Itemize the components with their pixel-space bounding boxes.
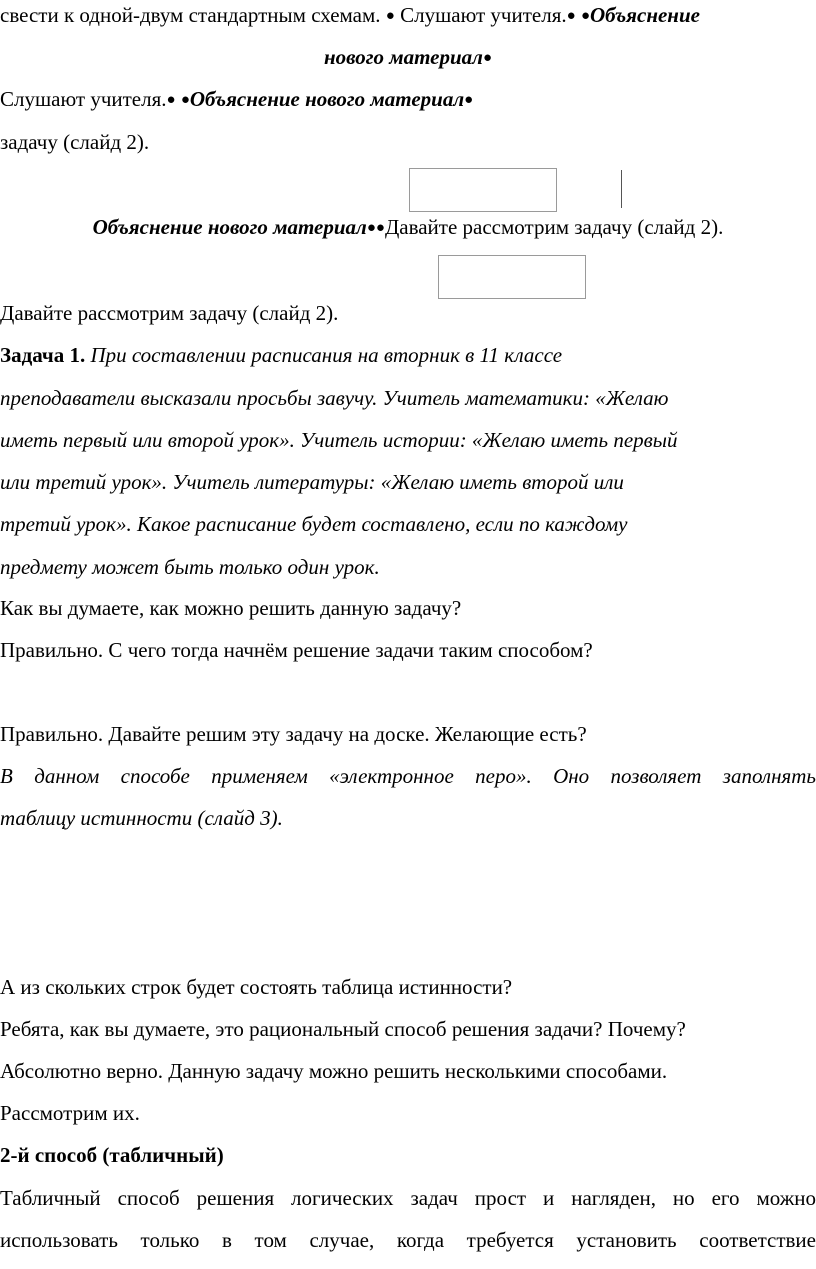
section-heading: 2-й способ (табличный) bbox=[0, 1143, 224, 1167]
explanation-heading: Объяснение нового материал bbox=[92, 215, 367, 239]
task-line: иметь первый или второй урок». Учитель истории: «Желаю иметь первый bbox=[0, 428, 678, 452]
pen-paragraph-line: В данном способе применяем «электронное перо». Оно позволяет заполнять bbox=[0, 764, 816, 788]
task-label: Задача 1. bbox=[0, 343, 86, 367]
bullet-icon: ● bbox=[580, 8, 590, 24]
text-line-6 bbox=[0, 303, 338, 324]
question-line: Как вы думаете, как можно решить данную задачу? bbox=[0, 596, 462, 620]
bullet-icon: ● bbox=[464, 92, 474, 108]
text-line-1 bbox=[0, 5, 700, 26]
table-method-line: Табличный способ решения логических задач прост и нагляден, но его можно bbox=[0, 1186, 816, 1210]
bullet-icon: ● bbox=[385, 8, 395, 24]
paragraph-text: Давайте рассмотрим задачу (слайд 2). bbox=[384, 215, 724, 239]
bullet-icon: ● bbox=[180, 92, 190, 108]
question-line: А из скольких строк будет состоять таблица истинности? bbox=[0, 975, 513, 999]
paragraph-text: задачу (слайд 2). bbox=[0, 130, 150, 154]
listen-text: Слушают учителя. bbox=[0, 87, 167, 111]
empty-text-box bbox=[438, 255, 586, 299]
vertical-divider bbox=[621, 170, 622, 208]
explanation-heading: Объяснение bbox=[590, 3, 700, 27]
empty-text-box bbox=[409, 168, 557, 212]
question-line: Правильно. С чего тогда начнём решение задачи таким способом? bbox=[0, 638, 593, 662]
task-line bbox=[0, 345, 562, 366]
bullet-icon: ● bbox=[166, 92, 176, 108]
task-line: преподаватели высказали просьбы завучу. Учитель математики: «Желаю bbox=[0, 386, 669, 410]
question-line: Ребята, как вы думаете, это рациональный способ решения задачи? Почему? bbox=[0, 1017, 686, 1041]
explanation-heading: нового материал bbox=[323, 45, 483, 69]
task-line: предмету может быть только один урок. bbox=[0, 555, 380, 579]
task-line: третий урок». Какое расписание будет составлено, если по каждому bbox=[0, 512, 628, 536]
text-line-2 bbox=[0, 47, 816, 68]
bullet-icon: ● bbox=[566, 8, 576, 24]
question-line: Рассмотрим их. bbox=[0, 1101, 140, 1125]
paragraph-text: свести к одной-двум стандартным схемам. bbox=[0, 3, 381, 27]
text-line-5 bbox=[0, 217, 816, 238]
bullet-icon: ● bbox=[482, 50, 493, 66]
text-line-4 bbox=[0, 132, 149, 153]
paragraph-text: Давайте рассмотрим задачу (слайд 2). bbox=[0, 301, 339, 325]
task-text: При составлении расписания на вторник в 11 классе bbox=[90, 343, 563, 367]
explanation-heading: Объяснение нового материал bbox=[189, 87, 465, 111]
bullet-icon: ● bbox=[366, 220, 376, 236]
text-line-3 bbox=[0, 89, 473, 110]
question-line: Абсолютно верно. Данную задачу можно решить несколькими способами. bbox=[0, 1059, 668, 1083]
task-line: или третий урок». Учитель литературы: «Желаю иметь второй или bbox=[0, 470, 624, 494]
question-line: Правильно. Давайте решим эту задачу на доске. Желающие есть? bbox=[0, 722, 587, 746]
bullet-icon: ● bbox=[375, 220, 385, 236]
listen-text: Слушают учителя. bbox=[400, 3, 567, 27]
table-method-line: использовать только в том случае, когда требуется установить соответствие bbox=[0, 1228, 816, 1252]
pen-paragraph-line: таблицу истинности (слайд 3). bbox=[0, 806, 283, 830]
